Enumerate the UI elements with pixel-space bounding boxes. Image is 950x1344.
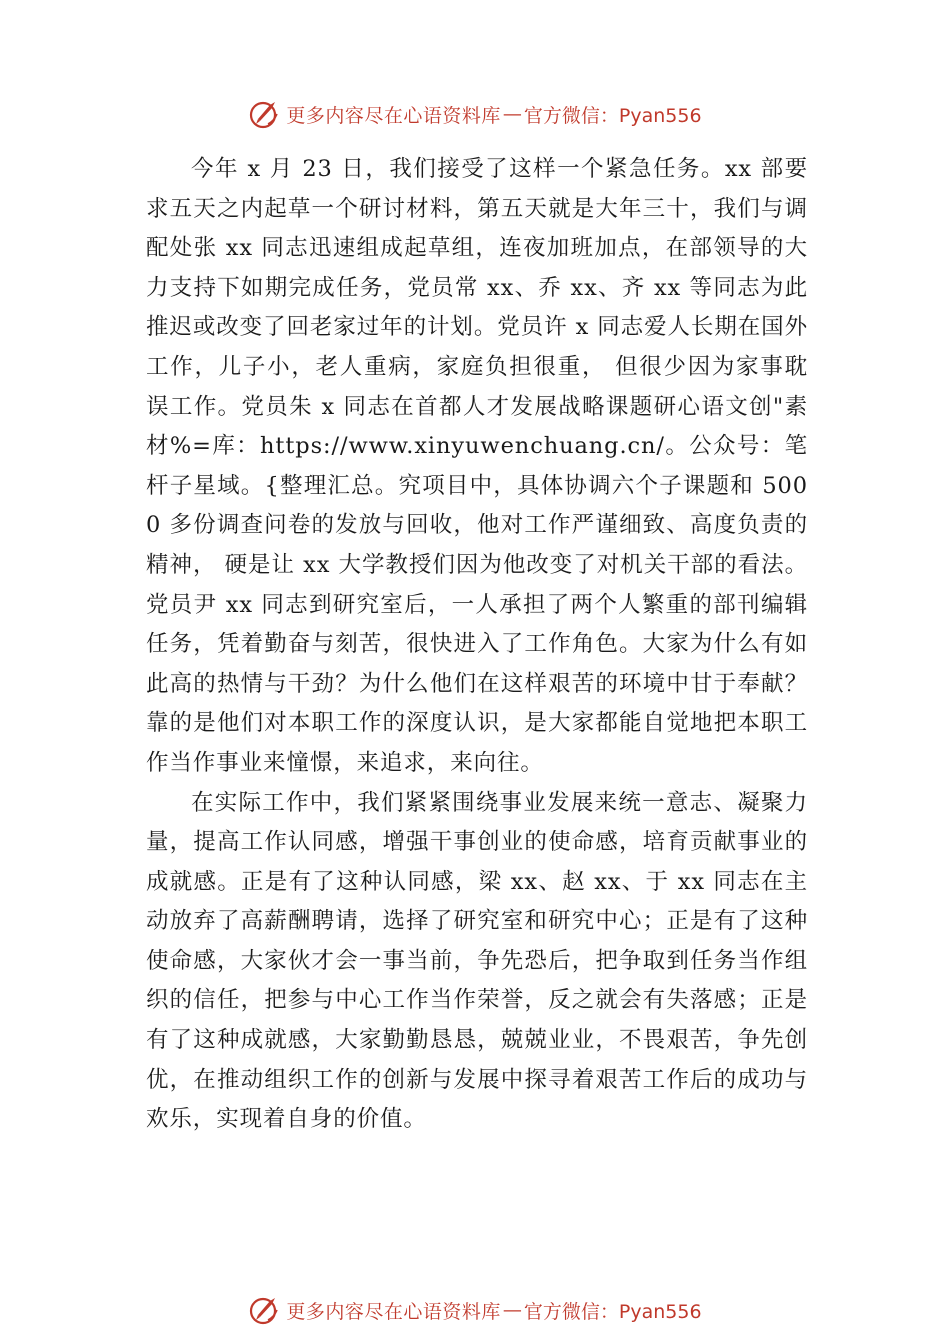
header-watermark	[0, 94, 950, 134]
watermark-right-text: 官方微信：Pyan556	[523, 104, 702, 127]
pen-logo-icon	[248, 1293, 282, 1327]
watermark-left-text: 更多内容尽在心语资料库	[286, 1300, 501, 1323]
pen-logo-icon	[248, 97, 282, 131]
watermark-separator: —	[502, 1299, 522, 1321]
footer-watermark	[0, 1290, 950, 1330]
paragraph-1: 今年 x 月 23 日，我们接受了这样一个紧急任务。xx 部要求五天之内起草一个研讨材料，第五天就是大年三十，我们与调配处张 xx 同志迅速组成起草组，连夜加班加点，在部领导的大力支持下如期完成任务，党员常 xx、乔 xx、齐 xx 等同志为此推迟或改变了回老家过年的计划。党员许 x 同志爱人长期在国外工作，儿子小，老人重病，家庭负担很重， 但很少因为家事耽误工作。党员朱 x 同志在首都人才发展战略课题研心语文创"素材%=库：https://www.xinyuwenchuang.cn/。公众号：笔杆子星域。{整理汇总。究项目中，具体协调六个子课题和 5000 多份调查问卷的发放与回收，他对工作严谨细致、高度负责的精神， 硬是让 xx 大学教授们因为他改变了对机关干部的看法。党员尹 xx 同志到研究室后，一人承担了两个人繁重的部刊编辑任务，凭着勤奋与刻苦，很快进入了工作角色。大家为什么有如此高的热情与干劲？为什么他们在这样艰苦的环境中甘于奉献？靠的是他们对本职工作的深度认识，是大家都能自觉地把本职工作当作事业来憧憬，来追求，来向往。	[146, 156, 808, 776]
watermark-right-text: 官方微信：Pyan556	[523, 1300, 702, 1323]
watermark-separator: —	[502, 103, 522, 125]
watermark-left-text: 更多内容尽在心语资料库	[286, 104, 501, 127]
document-body	[146, 150, 808, 1140]
paragraph-2: 在实际工作中，我们紧紧围绕事业发展来统一意志、凝聚力量，提高工作认同感，增强干事创业的使命感，培育贡献事业的成就感。正是有了这种认同感，梁 xx、赵 xx、于 xx 同志在主动放弃了高薪酬聘请，选择了研究室和研究中心；正是有了这种使命感，大家伙才会一事当前，争先恐后，把争取到任务当作组织的信任，把参与中心工作当作荣誉，反之就会有失落感；正是有了这种成就感，大家勤勤恳恳，兢兢业业，不畏艰苦，争先创优，在推动组织工作的创新与发展中探寻着艰苦工作后的成功与欢乐，实现着自身的价值。	[146, 789, 808, 1133]
